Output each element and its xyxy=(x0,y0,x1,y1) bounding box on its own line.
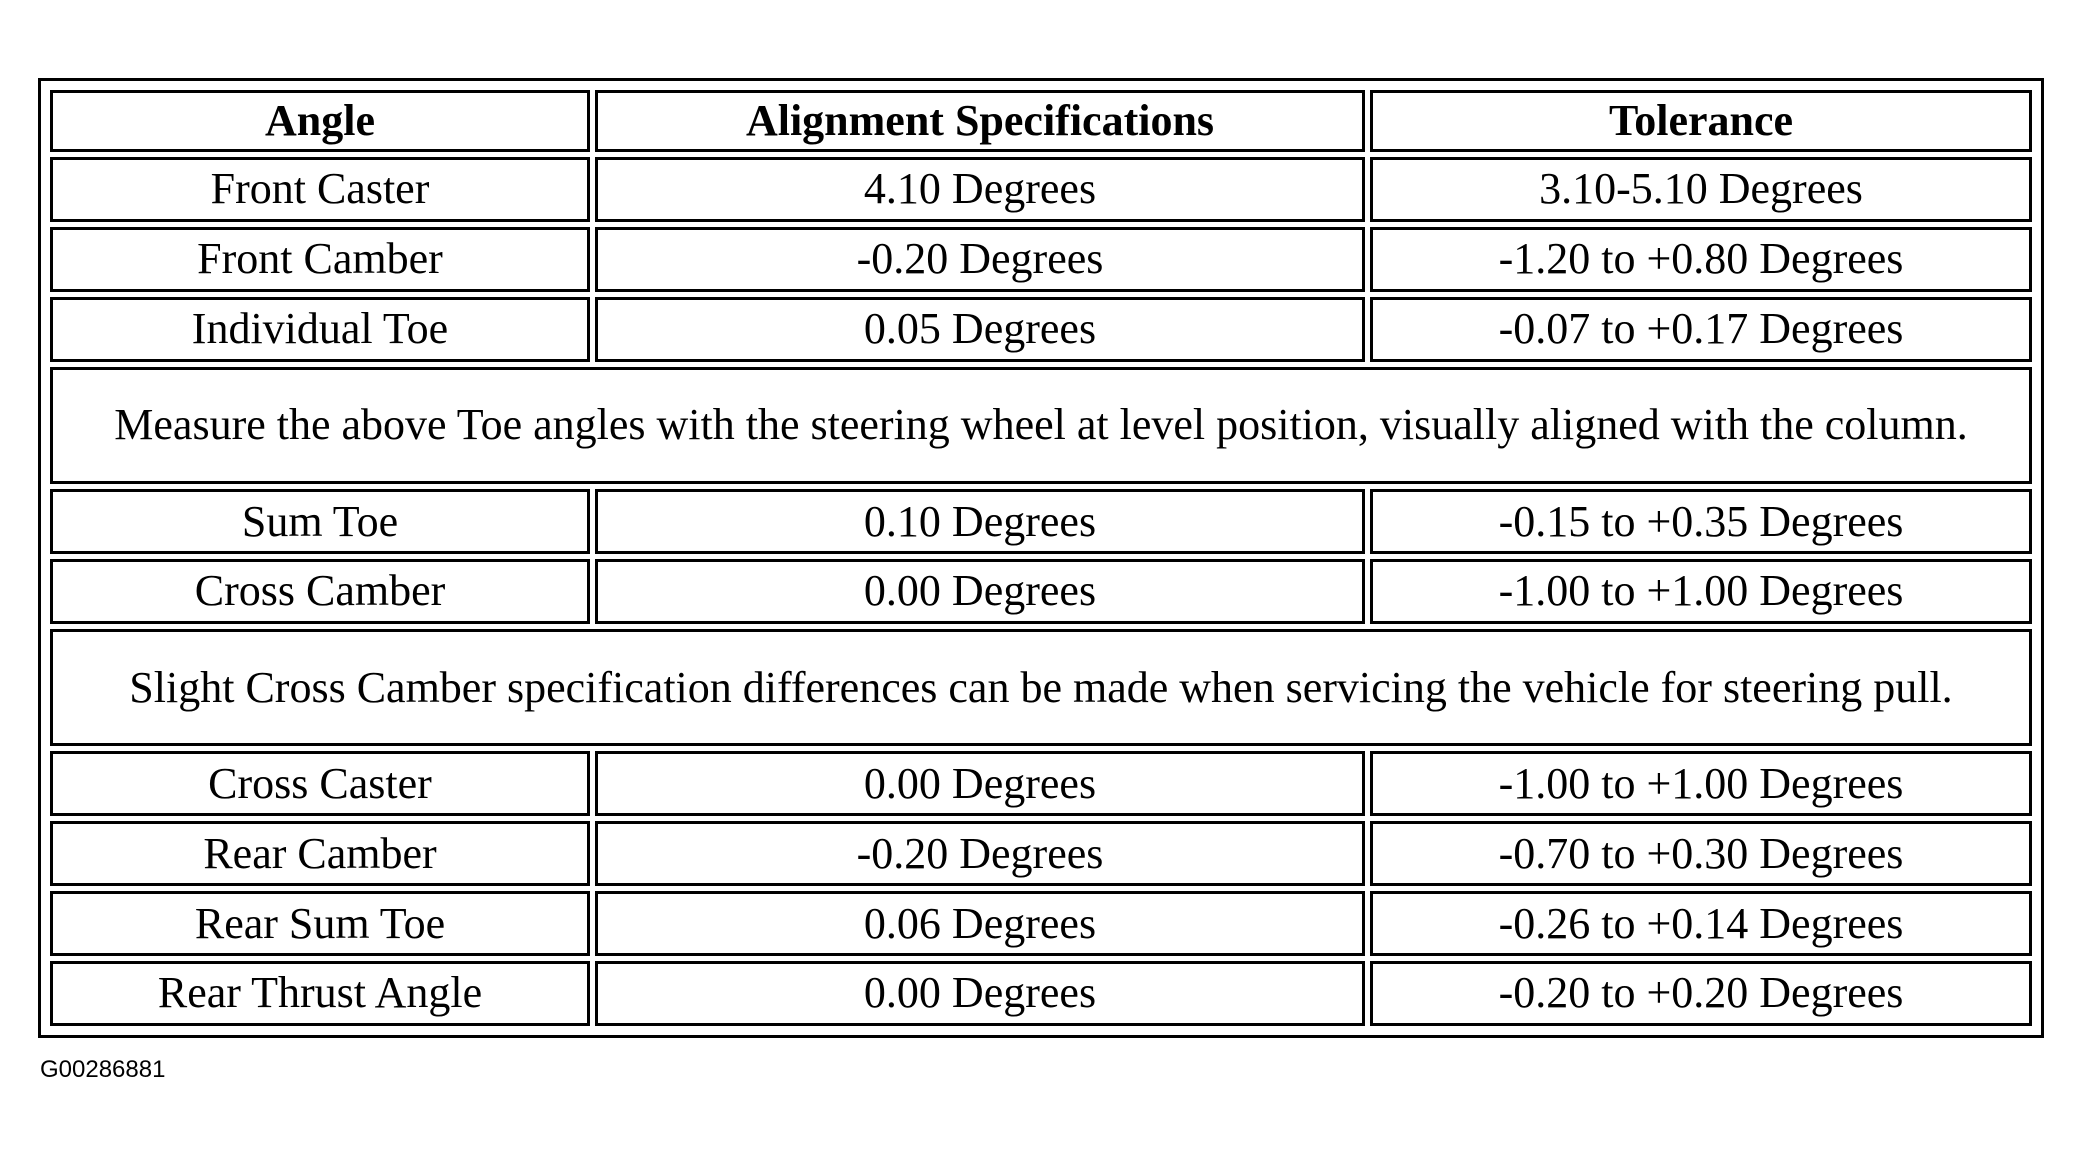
table-row xyxy=(50,297,2032,362)
spec-cell: 0.05 Degrees xyxy=(595,297,1365,362)
table-row xyxy=(50,891,2032,956)
spec-cell: 0.00 Degrees xyxy=(595,751,1365,816)
spec-cell: 0.00 Degrees xyxy=(595,559,1365,624)
angle-cell: Cross Caster xyxy=(50,751,590,816)
spec-cell: -0.20 Degrees xyxy=(595,227,1365,292)
header-tolerance: Tolerance xyxy=(1370,90,2032,152)
header-angle: Angle xyxy=(50,90,590,152)
angle-cell: Front Caster xyxy=(50,157,590,222)
tolerance-cell: -0.26 to +0.14 Degrees xyxy=(1370,891,2032,956)
table-row xyxy=(50,961,2032,1026)
tolerance-cell: -1.20 to +0.80 Degrees xyxy=(1370,227,2032,292)
angle-cell: Sum Toe xyxy=(50,489,590,554)
table-row xyxy=(50,751,2032,816)
table-row xyxy=(50,157,2032,222)
tolerance-cell: -0.07 to +0.17 Degrees xyxy=(1370,297,2032,362)
figure-id-label: G00286881 xyxy=(40,1056,166,1083)
note-cell: Measure the above Toe angles with the steering wheel at level position, visually aligned with the column. xyxy=(50,367,2032,484)
angle-cell: Front Camber xyxy=(50,227,590,292)
tolerance-cell: -1.00 to +1.00 Degrees xyxy=(1370,751,2032,816)
table-note-row xyxy=(50,367,2032,484)
table-note-row xyxy=(50,629,2032,746)
note-cell: Slight Cross Camber specification differences can be made when servicing the vehicle for steering pull. xyxy=(50,629,2032,746)
spec-cell: 0.00 Degrees xyxy=(595,961,1365,1026)
alignment-spec-table xyxy=(45,85,2037,1031)
tolerance-cell: -0.70 to +0.30 Degrees xyxy=(1370,821,2032,886)
spec-cell: 4.10 Degrees xyxy=(595,157,1365,222)
table-row xyxy=(50,559,2032,624)
angle-cell: Rear Thrust Angle xyxy=(50,961,590,1026)
spec-cell: 0.10 Degrees xyxy=(595,489,1365,554)
angle-cell: Cross Camber xyxy=(50,559,590,624)
tolerance-cell: -1.00 to +1.00 Degrees xyxy=(1370,559,2032,624)
spec-cell: 0.06 Degrees xyxy=(595,891,1365,956)
table-row xyxy=(50,821,2032,886)
tolerance-cell: -0.15 to +0.35 Degrees xyxy=(1370,489,2032,554)
tolerance-cell: 3.10-5.10 Degrees xyxy=(1370,157,2032,222)
table-row xyxy=(50,227,2032,292)
table-row xyxy=(50,489,2032,554)
angle-cell: Rear Camber xyxy=(50,821,590,886)
alignment-spec-table-frame xyxy=(38,78,2044,1038)
table-header-row xyxy=(50,90,2032,152)
header-alignment-specifications: Alignment Specifications xyxy=(595,90,1365,152)
angle-cell: Rear Sum Toe xyxy=(50,891,590,956)
spec-cell: -0.20 Degrees xyxy=(595,821,1365,886)
angle-cell: Individual Toe xyxy=(50,297,590,362)
tolerance-cell: -0.20 to +0.20 Degrees xyxy=(1370,961,2032,1026)
